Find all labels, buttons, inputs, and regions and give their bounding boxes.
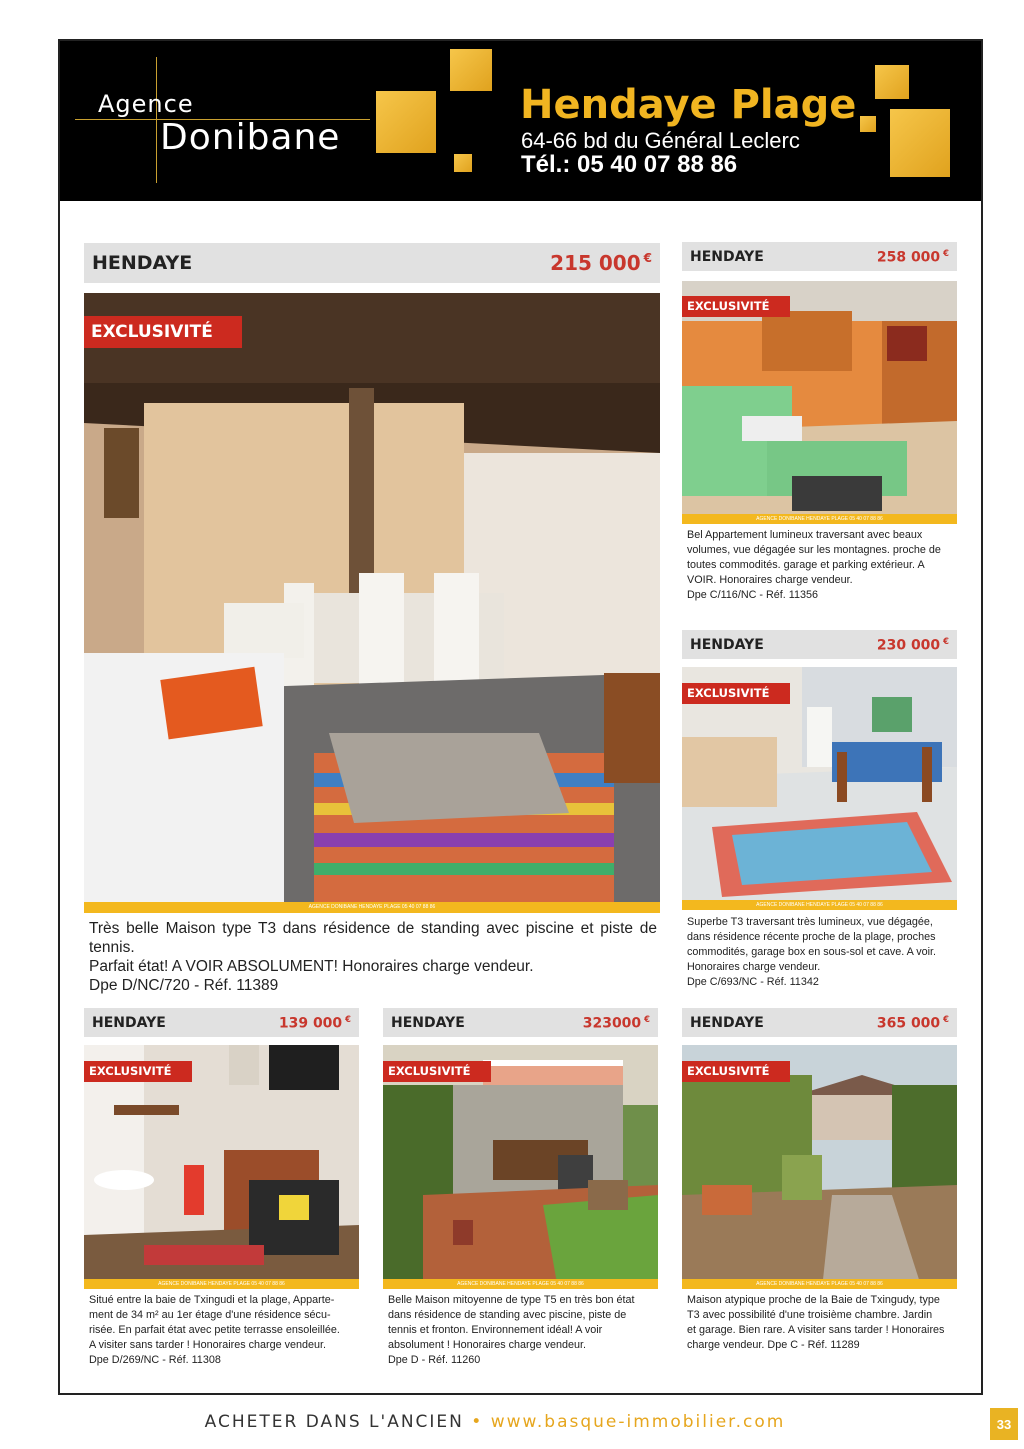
agency-logo-line1: Agence: [98, 90, 194, 118]
agency-logo-line2: Donibane: [160, 117, 341, 158]
photo-credit: AGENCE DONIBANE HENDAYE PLAGE 05 40 07 88 86: [682, 514, 957, 524]
listing-photo: [682, 667, 957, 910]
listing-header: [682, 242, 957, 271]
listing-description: Bel Appartement lumineux traversant avec beaux volumes, vue dégagée sur les montagnes. proche de toutes commodités. garage et parking extérieur. A VOIR. Honoraires charge vendeur. Dpe C/116/NC - Réf. 11356: [687, 529, 941, 601]
listing-photo: [682, 1045, 957, 1289]
listing-city: HENDAYE: [92, 252, 193, 274]
listing-city: HENDAYE: [391, 1014, 465, 1031]
listing-header: [84, 1008, 359, 1037]
photo-credit: AGENCE DONIBANE HENDAYE PLAGE 05 40 07 88 86: [383, 1279, 658, 1289]
listing-header: [682, 1008, 957, 1037]
exclusivity-badge: EXCLUSIVITÉ: [682, 683, 790, 704]
footer-separator: •: [471, 1412, 484, 1432]
listing-header: [682, 630, 957, 659]
listing-price: 139 000 €: [278, 1013, 351, 1032]
footer-url[interactable]: www.basque-immobilier.com: [490, 1412, 786, 1432]
listing-city: HENDAYE: [690, 248, 764, 265]
exclusivity-badge: EXCLUSIVITÉ: [682, 1061, 790, 1082]
exclusivity-badge: EXCLUSIVITÉ: [682, 296, 790, 317]
listing-price: 215 000 €: [550, 251, 652, 275]
listing-photo: [682, 281, 957, 524]
branch-title: Hendaye Plage: [520, 82, 857, 128]
listing-header: [84, 243, 660, 283]
apartment-living-room-image: [682, 281, 957, 524]
listing-price: 365 000 €: [876, 1013, 949, 1032]
branch-phone: Tél.: 05 40 07 88 86: [521, 151, 738, 178]
listing-city: HENDAYE: [690, 636, 764, 653]
listing-description: Situé entre la baie de Txingudi et la plage, Apparte- ment de 34 m² au 1er étage d'une résidence sécu- risée. En parfait état avec petite terrasse ensoleillée. A visiter sans tarder ! Honoraires charge vendeur. Dpe D/269/NC - Réf. 11308: [89, 1294, 340, 1366]
listing-description: Belle Maison mitoyenne de type T5 en très bon état dans résidence de standing avec piscine, piste de tennis et fronton. Environnement idéal! A voir absolument ! Honoraires charge vendeur. Dpe D - Réf. 11260: [388, 1294, 635, 1366]
footer-tagline: ACHETER DANS L'ANCIEN: [204, 1412, 464, 1432]
page-footer: [0, 1412, 990, 1432]
listing-description: Très belle Maison type T3 dans résidence de standing avec piscine et piste de tennis. Parfait état! A VOIR ABSOLUMENT! Honoraires charge vendeur. Dpe D/NC/720 - Réf. 11389: [89, 920, 657, 994]
page-number: 33: [990, 1408, 1018, 1440]
listing-price: 230 000 €: [876, 635, 949, 654]
listing-price: 258 000 €: [876, 247, 949, 266]
photo-credit: AGENCE DONIBANE HENDAYE PLAGE 05 40 07 88 86: [84, 902, 660, 913]
listing-header: [383, 1008, 658, 1037]
listing-city: HENDAYE: [690, 1014, 764, 1031]
listing-photo: [84, 293, 660, 913]
branch-address: 64-66 bd du Général Leclerc: [521, 128, 800, 153]
photo-credit: AGENCE DONIBANE HENDAYE PLAGE 05 40 07 88 86: [682, 1279, 957, 1289]
exclusivity-badge: EXCLUSIVITÉ: [383, 1061, 491, 1082]
listing-description: Superbe T3 traversant très lumineux, vue dégagée, dans résidence récente proche de la plage, proches commodités, garage box en sous-sol et cave. A voir. Honoraires charge vendeur. Dpe C/693/NC - Réf. 11342: [687, 916, 937, 988]
exclusivity-badge: EXCLUSIVITÉ: [84, 316, 242, 348]
living-room-image: [84, 293, 660, 913]
listing-photo: [84, 1045, 359, 1289]
listing-price: 323000 €: [582, 1013, 650, 1032]
photo-credit: AGENCE DONIBANE HENDAYE PLAGE 05 40 07 88 86: [682, 900, 957, 910]
listing-city: HENDAYE: [92, 1014, 166, 1031]
listing-description: Maison atypique proche de la Baie de Txingudy, type T3 avec possibilité d'une troisième chambre. Jardin et garage. Bien rare. A visiter sans tarder ! Honoraires charge vendeur. Dpe C - Réf. 11289: [687, 1294, 945, 1351]
listing-photo: [383, 1045, 658, 1289]
exclusivity-badge: EXCLUSIVITÉ: [84, 1061, 192, 1082]
photo-credit: AGENCE DONIBANE HENDAYE PLAGE 05 40 07 88 86: [84, 1279, 359, 1289]
